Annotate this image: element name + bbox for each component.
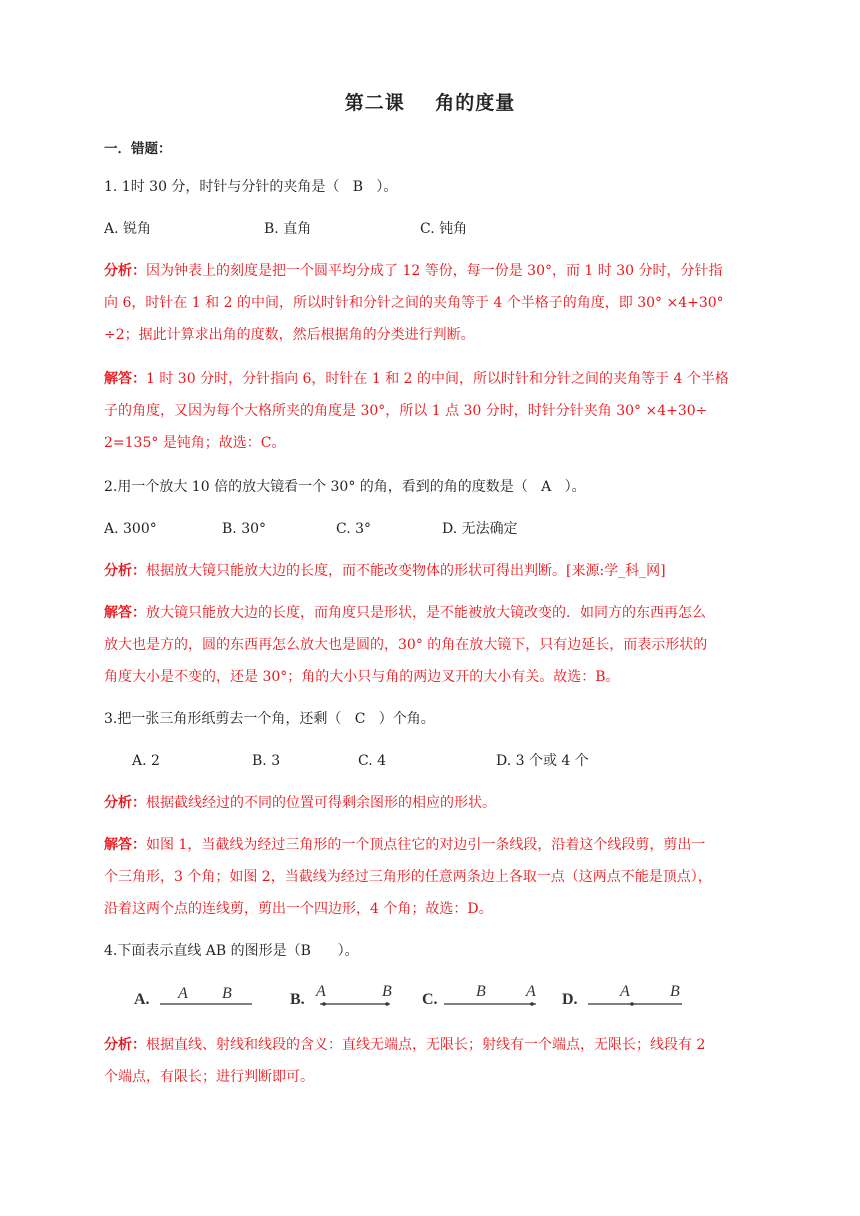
figure-b-drawing: [290, 980, 400, 1020]
answer-label: 解答：: [104, 605, 146, 621]
figure-a-drawing: [134, 980, 259, 1020]
analysis-text: 因为钟表上的刻度是把一个圆平均分成了 12 等份，每一份是 30°，而 1 时 30 分时，分针指: [146, 263, 723, 279]
analysis-label: 分析：: [104, 563, 146, 579]
q1-answer-line: 2=135° 是钝角；故选：C。: [104, 435, 286, 451]
figure-label: D.: [562, 991, 578, 1008]
q3-option-d: D. 3 个或 4 个: [496, 753, 589, 769]
q2-option-c: C. 3°: [336, 521, 372, 537]
answer-text: 1 时 30 分时，分针指向 6，时针在 1 和 2 的中间，所以时针和分针之间的夹角等于 4 个半格: [146, 371, 729, 387]
question-3: 3.把一张三角形纸剪去一个角，还剩（ C ）个角。: [104, 711, 435, 727]
q3-analysis-line: [104, 788, 764, 818]
analysis-label: 分析：: [104, 795, 146, 811]
q2-option-b: B. 30°: [222, 521, 267, 537]
section-heading: 一．错题：: [104, 141, 172, 157]
q3-option-c: C. 4: [358, 753, 387, 769]
endpoint-dot: [322, 1002, 326, 1006]
figure-c-drawing: [422, 980, 542, 1020]
analysis-text: 根据截线经过的不同的位置可得剩余图形的相应的形状。: [146, 795, 496, 811]
point-label: A: [316, 983, 326, 1000]
q1-option-c: C. 钝角: [420, 221, 468, 237]
q1-analysis-line: [104, 256, 764, 286]
q1-analysis-line: ÷2；据此计算求出角的度数，然后根据角的分类进行判断。: [104, 327, 475, 343]
question-2: 2.用一个放大 10 倍的放大镜看一个 30° 的角，看到的角的度数是（ A ）。: [104, 479, 586, 495]
answer-text: 放大镜只能放大边的长度，而角度只是形状，是不能被放大镜改变的．如同方的东西再怎么: [146, 605, 706, 621]
figure-option-a: [134, 980, 259, 1020]
answer-label: 解答：: [104, 371, 146, 387]
q1-analysis-line: 向 6，时针在 1 和 2 的中间，所以时针和分针之间的夹角等于 4 个半格子的角度，即 30° ×4+30°: [104, 295, 724, 311]
point-label: B: [670, 983, 680, 1000]
figure-label: C.: [422, 991, 438, 1008]
question-1: 1. 1时 30 分，时针与分针的夹角是（ B ）。: [104, 179, 398, 195]
endpoint-dot: [630, 1002, 634, 1006]
point-label: A: [526, 983, 536, 1000]
point-label: A: [178, 985, 188, 1002]
q2-option-a: A. 300°: [104, 521, 157, 537]
q3-option-b: B. 3: [252, 753, 281, 769]
answer-text: 如图 1，当截线为经过三角形的一个顶点往它的对边引一条线段，沿着这个线段剪，剪出一: [146, 837, 706, 853]
q4-analysis-line: 个端点，有限长；进行判断即可。: [104, 1069, 314, 1085]
point-label: B: [476, 983, 486, 1000]
page-title: 第二课 角的度量: [344, 92, 516, 114]
q3-answer-line: 沿着这两个点的连线剪，剪出一个四边形，4 个角；故选：D。: [104, 901, 493, 917]
figure-option-b: [290, 980, 400, 1020]
q3-answer-line: [104, 830, 764, 860]
q3-option-a: A. 2: [132, 753, 160, 769]
q1-answer-line: [104, 364, 764, 394]
point-label: B: [382, 983, 392, 1000]
analysis-text: 根据放大镜只能放大边的长度，而不能改变物体的形状可得出判断。[来源:学_科_网]: [146, 563, 666, 579]
analysis-label: 分析：: [104, 1037, 146, 1053]
q3-answer-line: 个三角形，3 个角；如图 2，当截线为经过三角形的任意两条边上各取一点（这两点不能是顶点），: [104, 869, 712, 885]
figure-label: B.: [290, 991, 305, 1008]
analysis-text: 根据直线、射线和线段的含义：直线无端点，无限长；射线有一个端点，无限长；线段有 2: [146, 1037, 706, 1053]
figure-d-drawing: [562, 980, 687, 1020]
q4-analysis-line: [104, 1030, 764, 1060]
figure-option-c: [422, 980, 542, 1020]
q2-answer-line: 放大也是方的，圆的东西再怎么放大也是圆的，30° 的角在放大镜下，只有边延长，而表示形状的: [104, 637, 708, 653]
q1-option-b: B. 直角: [264, 221, 312, 237]
figure-label: A.: [134, 991, 150, 1008]
point-label: A: [620, 983, 630, 1000]
q2-answer-line: 角度大小是不变的，还是 30°；角的大小只与角的两边叉开的大小有关。故选：B。: [104, 669, 620, 685]
q1-answer-line: 子的角度，又因为每个大格所夹的角度是 30°，所以 1 点 30 分时，时针分针夹角 30° ×4+30÷: [104, 403, 708, 419]
q2-answer-line: [104, 598, 764, 628]
point-label: B: [222, 985, 232, 1002]
endpoint-dot: [530, 1002, 534, 1006]
analysis-label: 分析：: [104, 263, 146, 279]
question-4: 4.下面表示直线 AB 的图形是（B ）。: [104, 943, 359, 959]
figure-option-d: [562, 980, 687, 1020]
answer-label: 解答：: [104, 837, 146, 853]
q2-analysis-line: [104, 556, 764, 586]
endpoint-dot: [385, 1002, 389, 1006]
q2-option-d: D. 无法确定: [442, 521, 518, 537]
q1-option-a: A. 锐角: [104, 221, 152, 237]
